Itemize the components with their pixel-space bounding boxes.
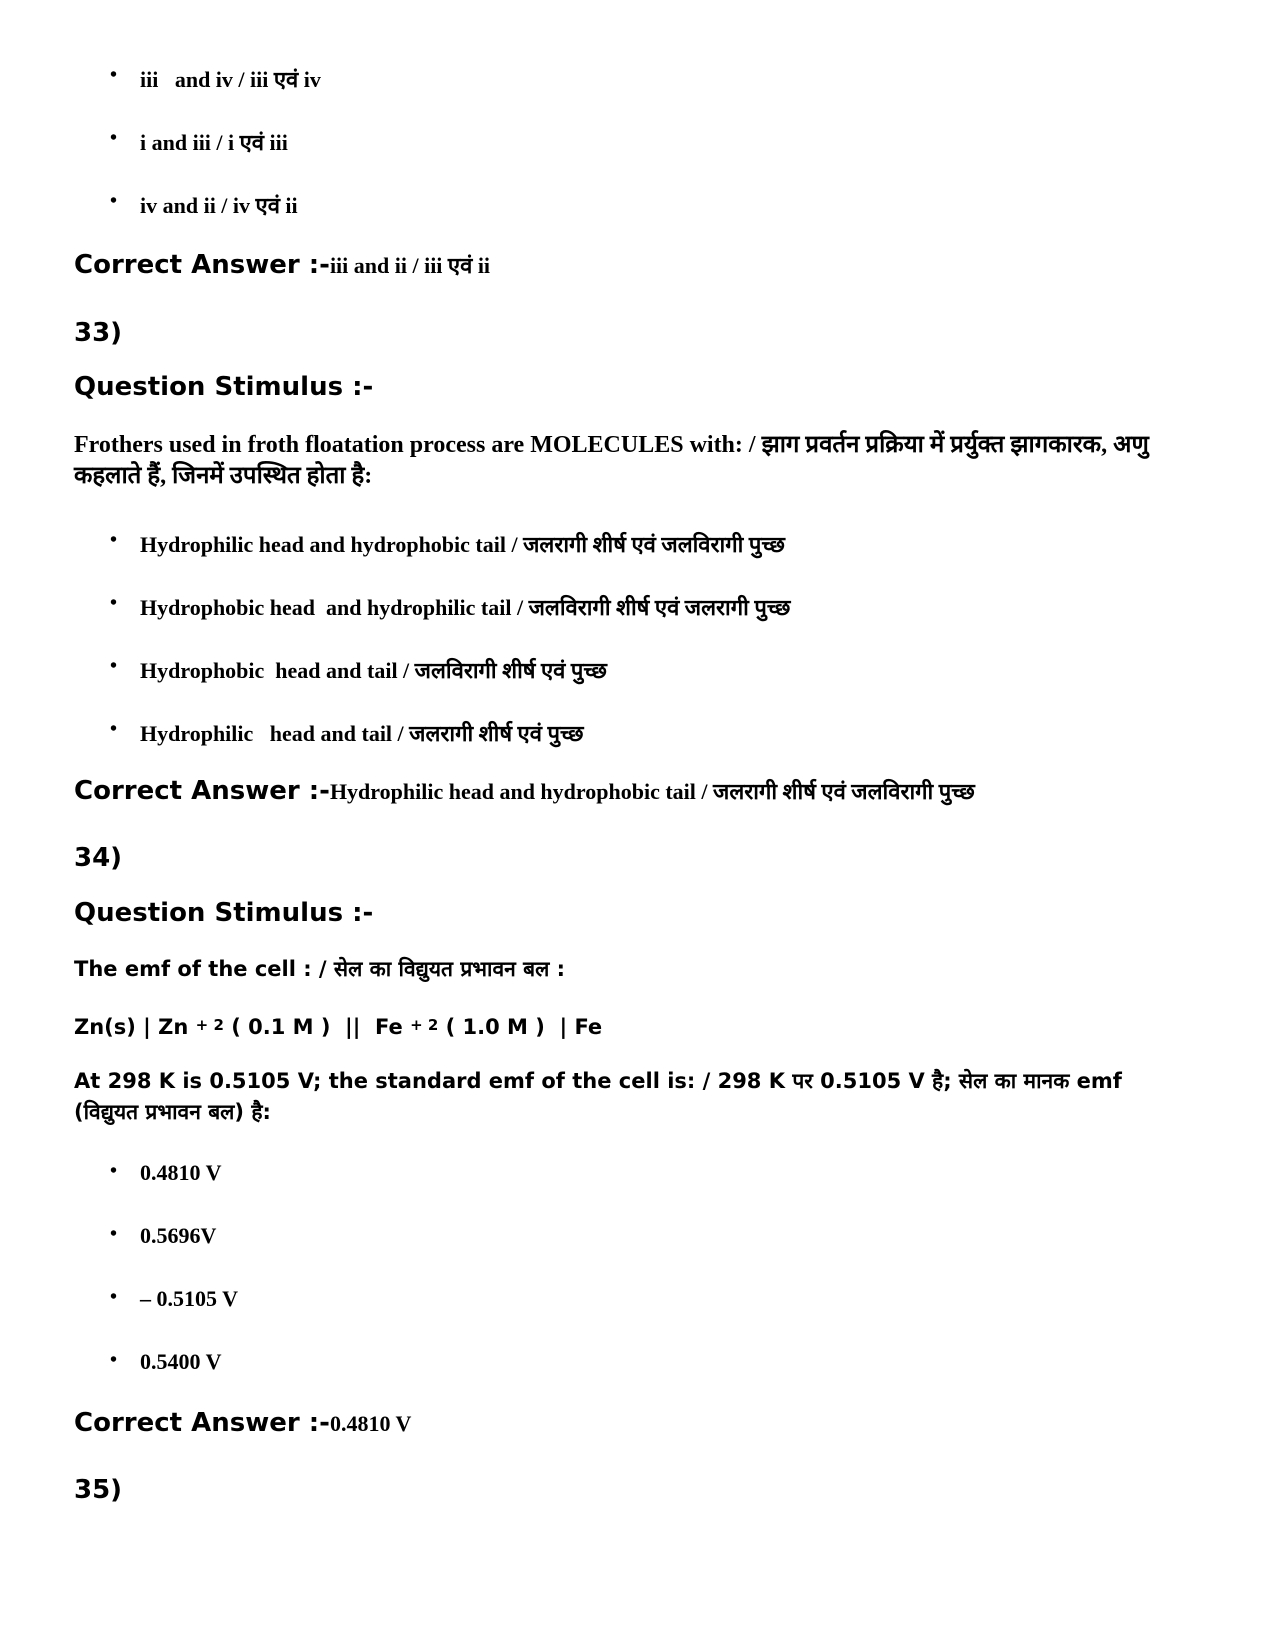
option-text: Hydrophilic head and tail / जलरागी शीर्ष एवं पुच्छ xyxy=(140,721,584,746)
bullet-icon: • xyxy=(110,64,118,86)
option-text: iii and iv / iii एवं iv xyxy=(140,67,321,92)
option-text: i and iii / i एवं iii xyxy=(140,130,288,155)
option-text: 0.4810 V xyxy=(140,1160,222,1185)
cell-part: ( 0.1 M ) || Fe xyxy=(223,1015,411,1039)
charge-superscript: + 2 xyxy=(410,1016,439,1034)
option-text: iv and ii / iv एवं ii xyxy=(140,193,298,218)
question-number: 35) xyxy=(74,1475,123,1505)
correct-answer-value: 0.4810 V xyxy=(329,1411,412,1436)
correct-answer xyxy=(74,250,490,280)
bullet-icon: • xyxy=(110,529,118,551)
stimulus-line: The emf of the cell : / सेल का विद्युयत प्रभावन बल : xyxy=(74,957,566,981)
cell-part: Zn(s) | Zn xyxy=(74,1015,196,1039)
bullet-icon: • xyxy=(110,1286,118,1308)
bullet-icon: • xyxy=(110,1160,118,1182)
option-text: Hydrophobic head and tail / जलविरागी शीर्ष एवं पुच्छ xyxy=(140,658,607,683)
option-text: Hydrophilic head and hydrophobic tail / जलरागी शीर्ष एवं जलविरागी पुच्छ xyxy=(140,532,785,557)
bullet-icon: • xyxy=(110,592,118,614)
bullet-icon: • xyxy=(110,190,118,212)
cell-notation xyxy=(74,1012,1184,1045)
correct-answer-value: Hydrophilic head and hydrophobic tail / जलरागी शीर्ष एवं जलविरागी पुच्छ xyxy=(329,779,975,804)
question-stimulus-label: Question Stimulus :- xyxy=(74,372,374,402)
question-stimulus-label: Question Stimulus :- xyxy=(74,898,374,928)
correct-answer-label: Correct Answer :- xyxy=(74,776,330,806)
option-text: Hydrophobic head and hydrophilic tail / जलविरागी शीर्ष एवं जलरागी पुच्छ xyxy=(140,595,791,620)
bullet-icon: • xyxy=(110,655,118,677)
question-number: 33) xyxy=(74,318,123,348)
correct-answer-value: iii and ii / iii एवं ii xyxy=(329,253,491,278)
correct-answer-label: Correct Answer :- xyxy=(74,1408,330,1438)
bullet-icon: • xyxy=(110,1349,118,1371)
correct-answer xyxy=(74,1408,411,1438)
correct-answer-label: Correct Answer :- xyxy=(74,250,330,280)
option-text: 0.5400 V xyxy=(140,1349,222,1374)
charge-superscript: + 2 xyxy=(195,1016,224,1034)
question-number: 34) xyxy=(74,843,123,873)
correct-answer xyxy=(74,776,975,806)
option-text: 0.5696V xyxy=(140,1223,217,1248)
bullet-icon: • xyxy=(110,718,118,740)
cell-part: ( 1.0 M ) | Fe xyxy=(438,1015,603,1039)
option-text: – 0.5105 V xyxy=(140,1286,238,1311)
stimulus-line: At 298 K is 0.5105 V; the standard emf of the cell is: / 298 K पर 0.5105 V है; सेल का मानक emf (विद्युयत प्रभावन बल) है: xyxy=(74,1069,1122,1124)
bullet-icon: • xyxy=(110,1223,118,1245)
question-stimulus: Frothers used in froth floatation process are MOLECULES with: / झाग प्रवर्तन प्रक्रिया में प्रर्युक्त झागकारक, अणु कहलाते हैं, जिनमें उपस्थित होता है: xyxy=(74,432,1149,489)
bullet-icon: • xyxy=(110,127,118,149)
